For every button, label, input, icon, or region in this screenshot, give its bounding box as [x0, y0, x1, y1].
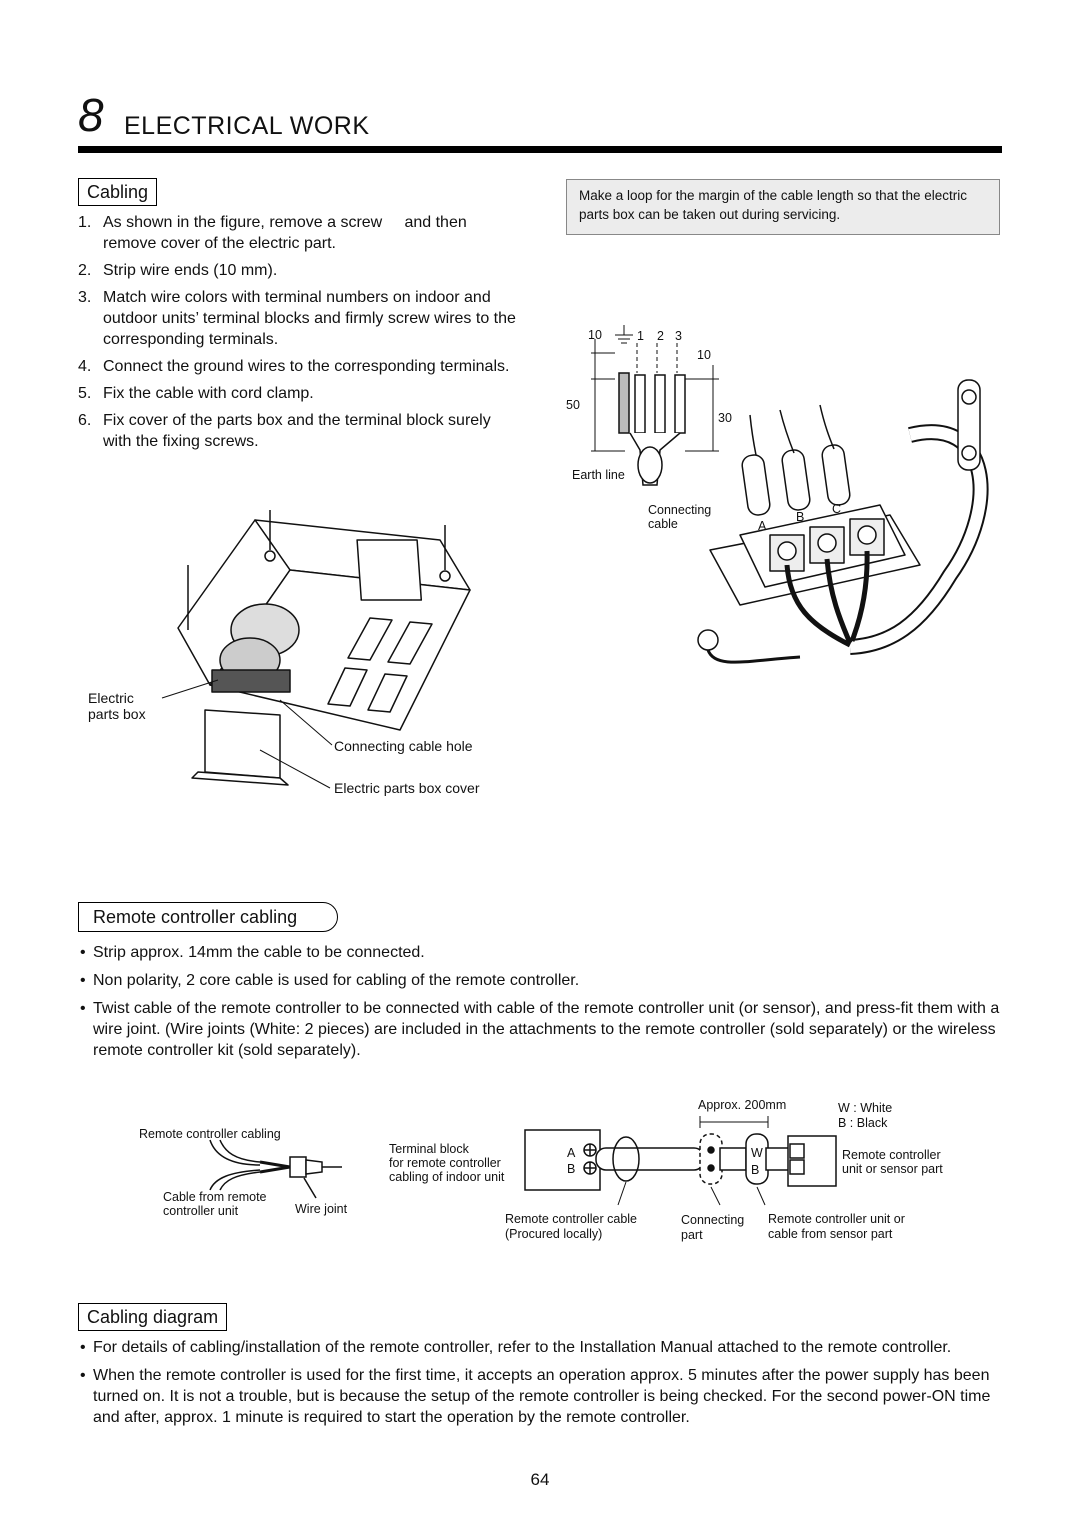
bullet-item: • Non polarity, 2 core cable is used for cabling of the remote controller.: [80, 972, 580, 989]
block-c-label: C: [832, 502, 842, 516]
remote-controller-cabling-label: Remote controller cabling: [139, 1127, 281, 1141]
step-item: [78, 383, 518, 404]
wire-joint-label: Wire joint: [295, 1202, 348, 1216]
bullet-text: Non polarity, 2 core cable is used for cabling of the remote controller.: [93, 972, 580, 989]
rc-unit-cable-label-1: Remote controller unit or: [768, 1212, 905, 1226]
block-b-label: B: [796, 510, 805, 524]
bullet-item: • When the remote controller is used for the first time, it accepts an operation approx. 5 minutes after the power supply has been turned on. It is not a trouble, but is because the setup of the remote controller is being checked. For the second power-ON time and after, approx. 1 minute is required to start the operation by the remote controller.: [80, 1367, 991, 1426]
terminal-block-label-2: for remote controller: [389, 1156, 501, 1170]
rc-cable-label-2: (Procured locally): [505, 1227, 603, 1241]
section-rule: [78, 146, 1002, 153]
step-item: [78, 260, 518, 281]
step-number: 1.: [78, 214, 92, 231]
cable-from-remote-label-2: controller unit: [163, 1204, 239, 1218]
electric-parts-box-label-1: Electric: [88, 690, 134, 706]
servicing-note: Make a loop for the margin of the cable length so that the electric parts box can be taken out during servicing.: [566, 179, 1000, 235]
dim-50: 50: [566, 398, 580, 412]
remote-cabling-heading: Remote controller cabling: [78, 902, 338, 932]
bullet-item: • Strip approx. 14mm the cable to be connected.: [80, 944, 425, 961]
rc-unit-label-1: Remote controller: [842, 1148, 941, 1162]
terminal-3-label: 3: [675, 329, 682, 343]
block-a-label: A: [758, 519, 767, 533]
terminal-1-label: 1: [637, 329, 644, 343]
step-item: [78, 410, 518, 452]
term-a-label: A: [567, 1146, 576, 1160]
approx-length-label: Approx. 200mm: [698, 1098, 787, 1112]
step-text: Fix the cable with cord clamp.: [103, 385, 314, 402]
step-item: [78, 356, 518, 377]
section-number: 8: [78, 89, 104, 141]
step-text: Connect the ground wires to the corresponding terminals.: [103, 358, 510, 375]
step-item: [78, 287, 518, 350]
page-number: 64: [530, 1470, 550, 1489]
bullet-text: For details of cabling/installation of the remote controller, refer to the Installation Manual attached to the remote controller.: [93, 1339, 952, 1356]
terminal-block-label-3: cabling of indoor unit: [389, 1170, 505, 1184]
connecting-part-label-1: Connecting: [681, 1213, 745, 1227]
conn-b-label: B: [751, 1163, 760, 1177]
diagram-bullets: [78, 1337, 1002, 1435]
step-number: 4.: [78, 358, 92, 375]
earth-line-label: Earth line: [572, 468, 625, 482]
cabling-diagram-heading: Cabling diagram: [78, 1303, 227, 1331]
cable-from-remote-label-1: Cable from remote: [163, 1190, 267, 1204]
bullet-item: • For details of cabling/installation of the remote controller, refer to the Installation Manual attached to the remote controller.: [80, 1339, 952, 1356]
step-number: 5.: [78, 385, 92, 402]
bullet-text: Strip approx. 14mm the cable to be connected.: [93, 944, 425, 961]
dim-10-left: 10: [588, 328, 602, 342]
bullet-text: Twist cable of the remote controller to be connected with cable of the remote controller unit (or sensor), and press-fit them with a wire joint. (Wire joints (White: 2 pieces) are included in the attachments to the remote controller (sold separately) or the wireless remote controller kit (sold separately).: [93, 1000, 1000, 1059]
connecting-cable-label-2: cable: [648, 517, 678, 531]
terminal-block-label-1: Terminal block: [389, 1142, 469, 1156]
terminal-2-label: 2: [657, 329, 664, 343]
bullet-text: When the remote controller is used for the first time, it accepts an operation approx. 5 minutes after the power supply has been turned on. It is not a trouble, but is because the setup of the remote controller is being checked. For the second power-ON time and after, approx. 1 minute is required to start the operation by the remote controller.: [93, 1367, 991, 1426]
rc-cable-label-1: Remote controller cable: [505, 1212, 638, 1226]
terminal-block-illustration: [690, 375, 1002, 690]
step-text: Strip wire ends (10 mm).: [103, 262, 278, 279]
section-title: ELECTRICAL WORK: [124, 112, 370, 140]
rc-unit-cable-label-2: cable from sensor part: [768, 1227, 893, 1241]
conn-w-label: W: [751, 1146, 763, 1160]
legend-white: W : White: [838, 1101, 893, 1115]
electric-parts-box-label-2: parts box: [88, 706, 146, 722]
legend-black: B : Black: [838, 1116, 888, 1130]
connecting-part-label-2: part: [681, 1228, 703, 1242]
connecting-cable-hole-label: Connecting cable hole: [334, 738, 473, 754]
cabling-heading: Cabling: [78, 178, 157, 206]
dim-30: 30: [718, 411, 732, 425]
cabling-steps: [78, 212, 518, 458]
step-text: Match wire colors with terminal numbers on indoor and outdoor units’ terminal blocks and firmly screw wires to the corresponding terminals.: [103, 289, 516, 348]
step-item: [78, 212, 518, 254]
dim-10-right: 10: [697, 348, 711, 362]
step-text: As shown in the figure, remove a screw and then remove cover of the electric part.: [103, 214, 467, 252]
step-number: 6.: [78, 412, 92, 429]
step-number: 3.: [78, 289, 92, 306]
term-b-label: B: [567, 1162, 576, 1176]
remote-bullets: [78, 942, 1002, 1068]
step-text: Fix cover of the parts box and the terminal block surely with the fixing screws.: [103, 412, 491, 450]
electric-parts-box-cover-label: Electric parts box cover: [334, 780, 480, 796]
connecting-cable-label-1: Connecting: [648, 503, 712, 517]
step-number: 2.: [78, 262, 92, 279]
bullet-item: • Twist cable of the remote controller to be connected with cable of the remote controller unit (or sensor), and press-fit them with a wire joint. (Wire joints (White: 2 pieces) are included in the attachments to the remote controller (sold separately) or the wireless remote controller kit (sold separately).: [80, 1000, 1000, 1059]
rc-unit-label-2: unit or sensor part: [842, 1162, 943, 1176]
